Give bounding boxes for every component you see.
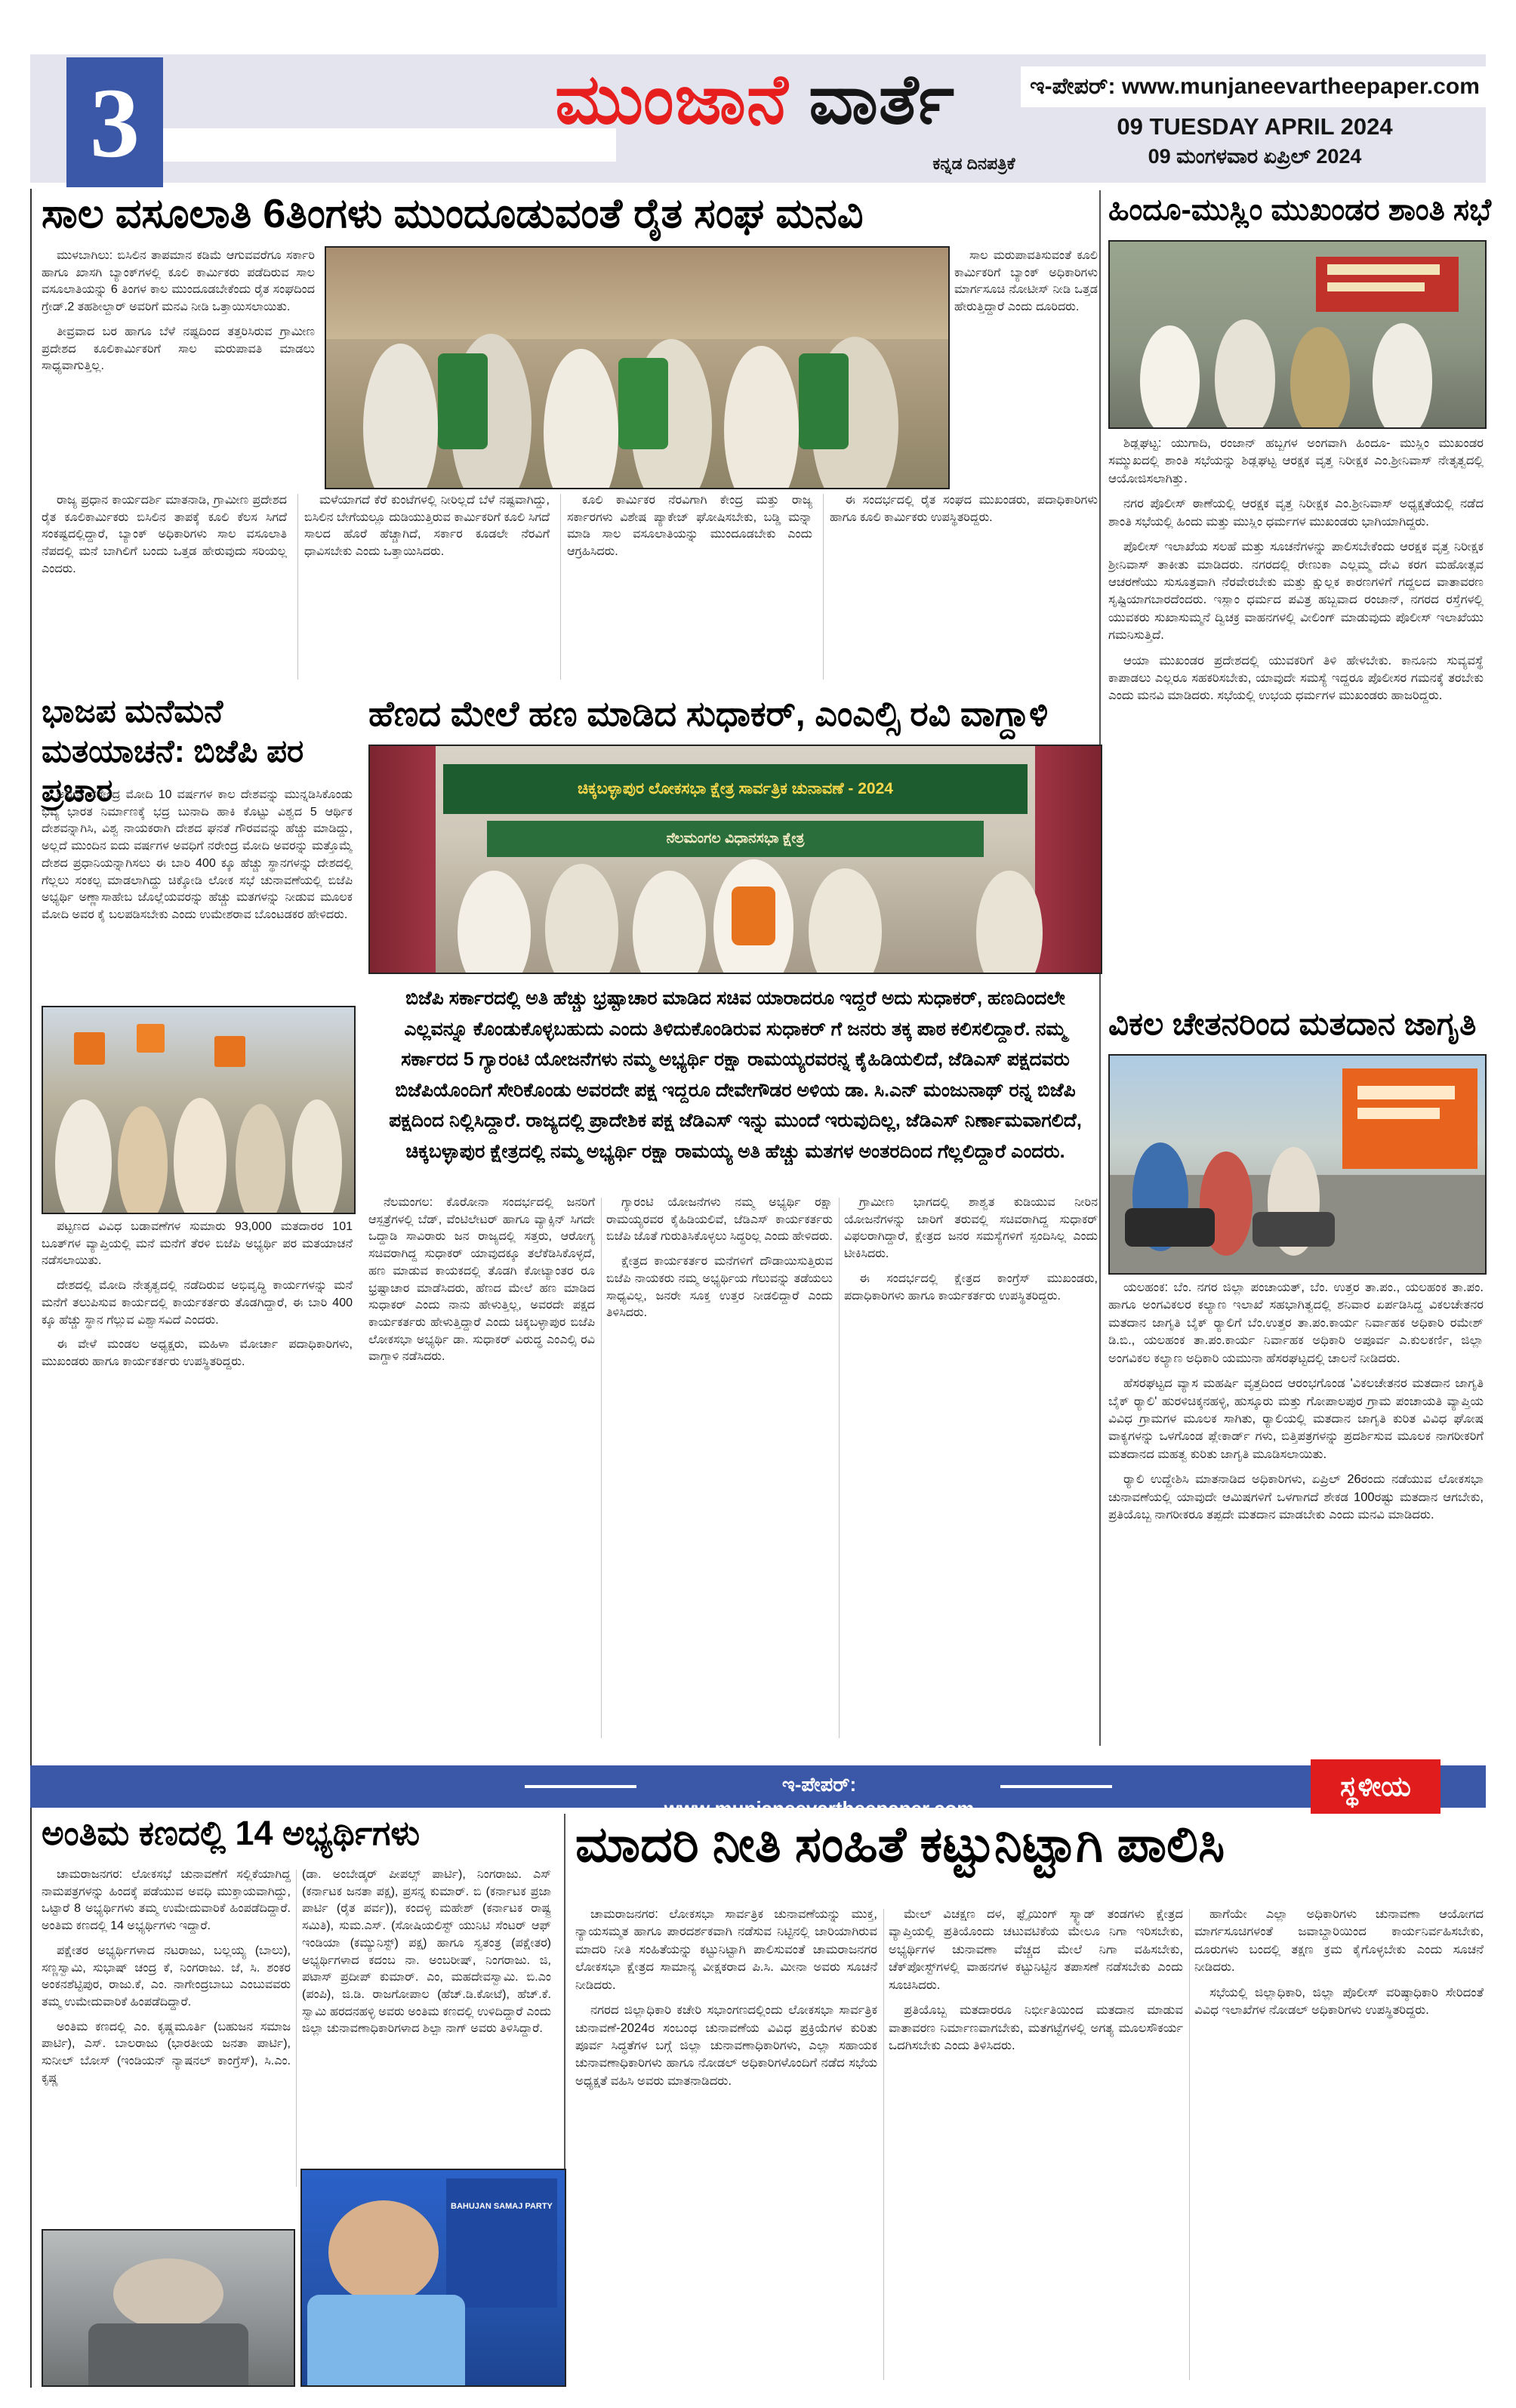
awareness-headline: ವಿಕಲ ಚೇತನರಿಂದ ಮತದಾನ ಜಾಗೃತಿ [1108, 1006, 1477, 1041]
epaper-url-band: ಇ-ಪೇಪರ್: www.munjaneevartheepaper.com [664, 1773, 975, 1820]
masthead-word-red: ಮುಂಜಾನೆ [555, 61, 789, 138]
lead-paragraph: ರಾಜ್ಯ ಪ್ರಧಾನ ಕಾರ್ಯದರ್ಶಿ ಮಾತನಾಡಿ, ಗ್ರಾಮೀಣ ಪ್ರದೇಶದ ರೈತ ಕೂಲಿಕಾರ್ಮಿಕರು ಬಿಸಿಲಿನ ತಾಪಕ್ಕೆ ಕೂಲಿ ಕೆಲಸ ಸಿಗದೆ ಸಂಕಷ್ಟದಲ್ಲಿದ್ದಾರೆ, ಬ್ಯಾಂಕ್ ಅಧಿಕಾರಿಗಳು ಸಾಲ ವಸೂಲಾತಿ ನೆಪದಲ್ಲಿ ಮನೆ ಬಾಗಿಲಿಗೆ ಬಂದು ಒತ್ತಡ ಹೇರುವುದು ಸರಿಯಲ್ಲ ಎಂದರು. [42, 494, 287, 575]
awareness-photo-bike-rally [1108, 1054, 1487, 1275]
bjp-paragraph: ಅಥಣಿ: ನರೇಂದ್ರ ಮೋದಿ 10 ವರ್ಷಗಳ ಕಾಲ ದೇಶವನ್ನು ಮುನ್ನಡಿಸಿಕೊಂಡು ಭವ್ಯ ಭಾರತ ನಿರ್ಮಾಣಕ್ಕೆ ಭದ್ರ ಬುನಾದಿ ಹಾಕಿ ಕೊಟ್ಟು ವಿಶ್ವದ 5 ಆರ್ಥಿಕ ದೇಶವನ್ನಾಗಿಸಿ, ವಿಶ್ವ ನಾಯಕರಾಗಿ ದೇಶದ ಘನತೆ ಗೌರವವನ್ನು ಹೆಚ್ಚು ಮಾಡಿದ್ದು, ಅಲ್ಲದೆ ಮುಂದಿನ ಐದು ವರ್ಷಗಳ ಅವಧಿಗೆ ನರೇಂದ್ರ ಮೋದಿ ಅವರನ್ನು ಮತ್ತೊಮ್ಮೆ ದೇಶದ ಪ್ರಧಾನಿಯನ್ನಾಗಿಸಲು ಈ ಬಾರಿ 400 ಕ್ಕೂ ಹೆಚ್ಚು ಸ್ಥಾನಗಳನ್ನು ದೇಶದಲ್ಲಿ ಗೆಲ್ಲಲು ಸಂಕಲ್ಪ ಮಾಡಲಾಗಿದ್ದು ಚಿಕ್ಕೋಡಿ ಲೋಕ ಸಭೆ ಚುನಾವಣೆಯಲ್ಲಿ ಬಿಜೆಪಿ ಅಭ್ಯರ್ಥಿ ಅಣ್ಣಾಸಾಹೇಬ ಜೊಲ್ಲೆಯವರನ್ನು ಹೆಚ್ಚು ಮತಗಳನ್ನು ನೀಡುವ ಮೂಲಕ ಮೋದಿ ಅವರ ಕೈ ಬಲಪಡಿಸಬೇಕು ಎಂದು ಉಮೇಶರಾವ ಬೊಂಟಡಕರ ಹೇಳಿದರು. [42, 788, 353, 922]
lead-col-3 [567, 492, 812, 683]
lead-paragraph: ಸಾಲ ಮರುಪಾವತಿಸುವಂತೆ ಕೂಲಿ ಕಾರ್ಮಿಕರಿಗೆ ಬ್ಯಾಂಕ್ ಅಧಿಕಾರಿಗಳು ಮಾರ್ಗಸೂಚಿ ನೋಟೀಸ್ ನೀಡಿ ಒತ್ತಡ ಹೇರುತ್ತಿದ್ದಾರೆ ಎಂದು ದೂರಿದರು. [954, 249, 1098, 314]
bsp-flag-text: BAHUJAN SAMAJ PARTY [451, 2202, 553, 2212]
code-paragraph: ಚಾಮರಾಜನಗರ: ಲೋಕಸಭಾ ಸಾರ್ವತ್ರಿಕ ಚುನಾವಣೆಯನ್ನು ಮುಕ್ತ, ನ್ಯಾಯಸಮ್ಮತ ಹಾಗೂ ಪಾರದರ್ಶಕವಾಗಿ ನಡೆಸುವ ನಿಟ್ಟಿನಲ್ಲಿ ಜಾರಿಯಾಗಿರುವ ಮಾದರಿ ನೀತಿ ಸಂಹಿತೆಯನ್ನು ಕಟ್ಟುನಿಟ್ಟಾಗಿ ಪಾಲಿಸುವಂತೆ ಚಾಮರಾಜನಗರ ಲೋಕಸಭಾ ಕ್ಷೇತ್ರದ ಸಾಮಾನ್ಯ ವೀಕ್ಷಕರಾದ ಪಿ.ಸಿ. ಮೀನಾ ಅವರು ಸೂಚನೆ ನೀಡಿದರು. [575, 1907, 877, 1992]
code-paragraph: ನಗರದ ಜಿಲ್ಲಾಧಿಕಾರಿ ಕಚೇರಿ ಸಭಾಂಗಣದಲ್ಲಿಂದು ಲೋಕಸಭಾ ಸಾರ್ವತ್ರಿಕ ಚುನಾವಣೆ-2024ರ ಸಂಬಂಧ ಚುನಾವಣೆಯ ವಿವಿಧ ಪ್ರಕ್ರಿಯೆಗಳ ಕುರಿತು ಪೂರ್ವ ಸಿದ್ಧತೆಗಳ ಬಗ್ಗೆ ಜಿಲ್ಲಾ ಚುನಾವಣಾಧಿಕಾರಿಗಳು, ಎಲ್ಲಾ ಸಹಾಯಕ ಚುನಾವಣಾಧಿಕಾರಿಗಳು ಹಾಗೂ ನೋಡಲ್ ಅಧಿಕಾರಿಗಳೊಂದಿಗೆ ನಡೆದ ಸಭೆಯ ಅಧ್ಯಕ್ಷತೆ ವಹಿಸಿ ಅವರು ಮಾತನಾಡಿದರು. [575, 2003, 877, 2088]
sudhakar-col-1 [368, 1195, 595, 1741]
code-headline: ಮಾದರಿ ನೀತಿ ಸಂಹಿತೆ ಕಟ್ಟುನಿಟ್ಟಾಗಿ ಪಾಲಿಸಿ [575, 1816, 1225, 1872]
section-label: ಸ್ಥಳೀಯ [1311, 1759, 1441, 1814]
bjp-paragraph: ದೇಶದಲ್ಲಿ ಮೋದಿ ನೇತೃತ್ವದಲ್ಲಿ ನಡೆದಿರುವ ಅಭಿವೃದ್ಧಿ ಕಾರ್ಯಗಳನ್ನು ಮನೆ ಮನೆಗೆ ತಲುಪಿಸುವ ಕಾರ್ಯದಲ್ಲಿ ಕಾರ್ಯಕರ್ತರು ತೊಡಗಿದ್ದಾರೆ, ಈ ಬಾರಿ 400 ಕ್ಕೂ ಹೆಚ್ಚು ಸ್ಥಾನ ಗೆಲ್ಲುವ ವಿಶ್ವಾಸವಿದೆ ಎಂದರು. [42, 1279, 353, 1327]
lead-paragraph: ಕೂಲಿ ಕಾರ್ಮಿಕರ ನೆರವಿಗಾಗಿ ಕೇಂದ್ರ ಮತ್ತು ರಾಜ್ಯ ಸರ್ಕಾರಗಳು ವಿಶೇಷ ಪ್ಯಾಕೇಜ್ ಘೋಷಿಸಬೇಕು, ಬಡ್ಡಿ ಮನ್ನಾ ಮಾಡಿ ಸಾಲ ವಸೂಲಾತಿಯನ್ನು ಮುಂದೂಡಬೇಕು ಎಂದು ಆಗ್ರಹಿಸಿದರು. [567, 494, 812, 559]
sudhakar-bold-intro: ಬಿಜೆಪಿ ಸರ್ಕಾರದಲ್ಲಿ ಅತಿ ಹೆಚ್ಚು ಭ್ರಷ್ಟಾಚಾರ ಮಾಡಿದ ಸಚಿವ ಯಾರಾದರೂ ಇದ್ದರೆ ಅದು ಸುಧಾಕರ್, ಹಣದಿಂದಲೇ ಎಲ್ಲವನ್ನೂ ಕೊಂಡುಕೊಳ್ಳಬಹುದು ಎಂದು ತಿಳಿದುಕೊಂಡಿರುವ ಸುಧಾಕರ್ ಗೆ ಜನರು ತಕ್ಕ ಪಾಠ ಕಲಿಸಲಿದ್ದಾರೆ. ನಮ್ಮ ಸರ್ಕಾರದ 5 ಗ್ಯಾರಂಟಿ ಯೋಜನೆಗಳು ನಮ್ಮ ಅಭ್ಯರ್ಥಿ ರಕ್ಷಾ ರಾಮಯ್ಯರವರನ್ನ ಕೈಹಿಡಿಯಲಿದೆ, ಜೆಡಿಎಸ್ ಪಕ್ಷದವರು ಬಿಜೆಪಿಯೊಂದಿಗೆ ಸೇರಿಕೊಂಡು ಅವರದೇ ಪಕ್ಷ ಇದ್ದರೂ ದೇವೇಗೌಡರ ಅಳಿಯ ಡಾ. ಸಿ.ಎನ್ ಮಂಜುನಾಥ್ ರನ್ನ ಬಿಜೆಪಿ ಪಕ್ಷದಿಂದ ನಿಲ್ಲಿಸಿದ್ದಾರೆ. ರಾಜ್ಯದಲ್ಲಿ ಪ್ರಾದೇಶಿಕ ಪಕ್ಷ ಜೆಡಿಎಸ್ ಇನ್ನು ಮುಂದೆ ಇರುವುದಿಲ್ಲ, ಜೆಡಿಎಸ್ ನಿರ್ಣಾಮವಾಗಲಿದೆ, ಚಿಕ್ಕಬಳ್ಳಾಪುರ ಕ್ಷೇತ್ರದಲ್ಲಿ ನಮ್ಮ ಅಭ್ಯರ್ಥಿ ರಕ್ಷಾ ರಾಮಯ್ಯ ಅತಿ ಹೆಚ್ಚು ಮತಗಳ ಅಂತರದಿಂದ ಗೆಲ್ಲಲಿದ್ದಾರೆ ಎಂದರು. [389, 988, 1082, 1162]
candidates-paragraph: ಅಂತಿಮ ಕಣದಲ್ಲಿ ಎಂ. ಕೃಷ್ಣಮೂರ್ತಿ (ಬಹುಜನ ಸಮಾಜ ಪಾರ್ಟಿ), ಎಸ್. ಬಾಲರಾಜು (ಭಾರತೀಯ ಜನತಾ ಪಾರ್ಟಿ), ಸುನೀಲ್ ಬೋಸ್ (ಇಂಡಿಯನ್ ನ್ಯಾಷನಲ್ ಕಾಂಗ್ರೆಸ್), ಸಿ.ಎಂ. ಕೃಷ್ಣ [42, 2020, 291, 2085]
date-english: 09 TUESDAY APRIL 2024 [1117, 113, 1393, 140]
lead-col-side [954, 248, 1098, 483]
peace-photo-meeting [1108, 240, 1487, 429]
sudhakar-paragraph: ಕ್ಷೇತ್ರದ ಕಾರ್ಯಕರ್ತರ ಮನೆಗಳಿಗೆ ದೌಡಾಯಿಸುತ್ತಿರುವ ಬಿಜೆಪಿ ನಾಯಕರು ನಮ್ಮ ಅಭ್ಯರ್ಥಿಯ ಗೆಲುವನ್ನು ತಡೆಯಲು ಸಾಧ್ಯವಿಲ್ಲ, ಜನರೇ ಸೂಕ್ತ ಉತ್ತರ ನೀಡಲಿದ್ದಾರೆ ಎಂದು ತಿಳಿಸಿದರು. [606, 1255, 833, 1320]
sudhakar-photo-banner-text: ಚಿಕ್ಕಬಳ್ಳಾಪುರ ಲೋಕಸಭಾ ಕ್ಷೇತ್ರ ಸಾರ್ವತ್ರಿಕ ಚುನಾವಣೆ - 2024 [443, 764, 1028, 814]
band-rule-right [1000, 1785, 1112, 1788]
candidates-col-2 [302, 1867, 551, 2163]
awareness-body [1108, 1279, 1484, 1743]
lead-col-left [42, 248, 315, 483]
peace-paragraph: ಶಿಡ್ಲಘಟ್ಟ: ಯುಗಾದಿ, ರಂಜಾನ್ ಹಬ್ಬಗಳ ಅಂಗವಾಗಿ ಹಿಂದೂ- ಮುಸ್ಲಿಂ ಮುಖಂಡರ ಸಮ್ಮುಖದಲ್ಲಿ ಶಾಂತಿ ಸಭೆಯನ್ನು ಶಿಡ್ಲಘಟ್ಟ ಆರಕ್ಷಕ ವೃತ್ತ ನಿರೀಕ್ಷಕ ಎಂ.ಶ್ರೀನಿವಾಸ್ ನೇತೃತ್ವದಲ್ಲಿ ಆಯೋಜಿಸಲಾಗಿತ್ತು. [1108, 436, 1484, 486]
lead-paragraph: ಈ ಸಂದರ್ಭದಲ್ಲಿ ರೈತ ಸಂಘದ ಮುಖಂಡರು, ಪದಾಧಿಕಾರಿಗಳು ಹಾಗೂ ಕೂಲಿ ಕಾರ್ಮಿಕರು ಉಪಸ್ಥಿತರಿದ್ದರು. [830, 494, 1098, 524]
code-paragraph: ಸಭೆಯಲ್ಲಿ ಜಿಲ್ಲಾಧಿಕಾರಿ, ಜಿಲ್ಲಾ ಪೊಲೀಸ್ ವರಿಷ್ಠಾಧಿಕಾರಿ ಸೇರಿದಂತೆ ವಿವಿಧ ಇಲಾಖೆಗಳ ನೋಡಲ್ ಅಧಿಕಾರಿಗಳು ಉಪಸ್ಥಿತರಿದ್ದರು. [1194, 1985, 1484, 2018]
sudhakar-photo-stage [368, 745, 1102, 974]
masthead [408, 60, 1102, 141]
bjp-paragraph: ಈ ವೇಳೆ ಮಂಡಲ ಅಧ್ಯಕ್ಷರು, ಮಹಿಳಾ ಮೋರ್ಚಾ ಪದಾಧಿಕಾರಿಗಳು, ಮುಖಂಡರು ಹಾಗೂ ಕಾರ್ಯಕರ್ತರು ಉಪಸ್ಥಿತರಿದ್ದರು. [42, 1338, 353, 1369]
candidate-photo-portrait [42, 2229, 295, 2387]
candidates-paragraph: ಪಕ್ಷೇತರ ಅಭ್ಯರ್ಥಿಗಳಾದ ನಟರಾಜು, ಬಲ್ಲಯ್ಯ (ಬಾಲು), ಸಣ್ಣಸ್ವಾಮಿ, ಸುಭಾಷ್ ಚಂದ್ರ ಕೆ, ನಿಂಗರಾಜು. ಜೆ, ಸಿ. ಶಂಕರ ಅಂಕನಶೆಟ್ಟಿಪುರ, ರಾಜು.ಕೆ, ಎಂ. ನಾಗೇಂದ್ರಬಾಬು ಎಂಬುವವರು ತಮ್ಮ ಉಮೇದುವಾರಿಕೆ ಹಿಂಪಡೆದಿದ್ದಾರೆ. [42, 1944, 291, 2009]
bjp-body-bottom [42, 1219, 353, 1738]
page-number: 3 [66, 57, 163, 187]
code-col-2 [889, 1906, 1183, 2383]
peace-paragraph: ನಗರ ಪೊಲೀಸ್ ಠಾಣೆಯಲ್ಲಿ ಆರಕ್ಷಕ ವೃತ್ತ ನಿರೀಕ್ಷಕ ಎಂ.ಶ್ರೀನಿವಾಸ್ ಅಧ್ಯಕ್ಷತೆಯಲ್ಲಿ ನಡೆದ ಶಾಂತಿ ಸಭೆಯಲ್ಲಿ ಹಿಂದು ಮತ್ತು ಮುಸ್ಲಿಂ ಧರ್ಮಗಳ ಮುಖಂಡರು ಭಾಗಿಯಾಗಿದ್ದರು. [1108, 497, 1484, 529]
bjp-headline: ಭಾಜಪ ಮನೆಮನೆ ಮತಯಾಚನೆ: ಬಿಜೆಪಿ ಪರ ಪ್ರಚಾರ [42, 693, 304, 808]
peace-paragraph: ಪೊಲೀಸ್ ಇಲಾಖೆಯ ಸಲಹೆ ಮತ್ತು ಸೂಚನೆಗಳನ್ನು ಪಾಲಿಸಬೇಕೆಂದು ಆರಕ್ಷಕ ವೃತ್ತ ನಿರೀಕ್ಷಕ ಶ್ರೀನಿವಾಸ್ ತಾಕೀತು ಮಾಡಿದರು. ನಗರದಲ್ಲಿ ರೇಣುಕಾ ಎಲ್ಲಮ್ಮ ದೇವಿ ಕರಗ ಮಹೋತ್ಸವ ಆಚರಣೆಯು ಸುಸೂತ್ರವಾಗಿ ನೆರವೇರಬೇಕು ಮತ್ತು ಕ್ಷುಲ್ಲಕ ಕಾರಣಗಳಿಗೆ ಗದ್ದಲದ ವಾತಾವರಣ ಸೃಷ್ಟಿಯಾಗಬಾರದೆಂದರು. ಇಸ್ಲಾಂ ಧರ್ಮದ ಪವಿತ್ರ ಹಬ್ಬವಾದ ರಂಜಾನ್, ನಗರದ ರಸ್ತೆಗಳಲ್ಲಿ ಯುವಕರು ಸುಖಾಸುಮ್ಮನೆ ದ್ವಿಚಕ್ರ ವಾಹನಗಳಲ್ಲಿ ವೀಲಿಂಗ್ ಮಾಡುವುದು ಪೊಲೀಸ್ ಇಲಾಖೆಯು ಗಮನಿಸುತ್ತಿದೆ. [1108, 540, 1484, 643]
awareness-paragraph: ಹೆಸರಘಟ್ಟದ ವ್ಯಾಸ ಮಹರ್ಷಿ ವೃತ್ತದಿಂದ ಆರಂಭಗೊಂಡ 'ವಿಕಲಚೇತನರ ಮತದಾನ ಜಾಗೃತಿ ಬೈಕ್ ರ‍್ಯಾಲಿ' ಹುರಳಿಚಿಕ್ಕನಹಳ್ಳಿ, ಹುಸ್ಕೂರು ಮತ್ತು ಗೋಪಾಲಪುರ ಗ್ರಾಮ ಪಂಚಾಯತಿ ವ್ಯಾಪ್ತಿಯ ವಿವಿಧ ಗ್ರಾಮಗಳ ಮೂಲಕ ಸಾಗಿತು, ರ‍್ಯಾಲಿಯಲ್ಲಿ ಮತದಾನ ಜಾಗೃತಿ ಕುರಿತ ವಿವಿಧ ಘೋಷ ವಾಕ್ಯಗಳನ್ನು ಒಳಗೊಂಡ ಪ್ಲೇಕಾರ್ಡ್ ಗಳು, ಬಿತ್ತಿಪತ್ರಗಳನ್ನು ಪ್ರದರ್ಶಿಸುವ ಮೂಲಕ ನಾಗರೀಕರಿಗೆ ಮತದಾನದ ಮಹತ್ವ ಕುರಿತು ಜಾಗೃತಿ ಮೂಡಿಸಲಾಯಿತು. [1108, 1377, 1484, 1461]
epaper-url-top: ಇ-ಪೇಪರ್: www.munjaneevartheepaper.com [1021, 66, 1489, 107]
sudhakar-paragraph: ನೆಲಮಂಗಲ: ಕೊರೋನಾ ಸಂದರ್ಭದಲ್ಲಿ ಜನರಿಗೆ ಆಸ್ಪತ್ರೆಗಳಲ್ಲಿ ಬೆಡ್, ವೆಂಟಿಲೇಟರ್ ಹಾಗೂ ವ್ಯಾಕ್ಸಿನ್ ಸಿಗದೇ ಒದ್ದಾಡಿ ಸಾವಿರಾರು ಜನ ರಾಜ್ಯದಲ್ಲಿ ಸತ್ತರು, ಆರೋಗ್ಯ ಸಚಿವರಾಗಿದ್ದ ಸುಧಾಕರ್ ಯಾವುದಕ್ಕೂ ತಲೆಕೆಡಿಸಿಕೊಳ್ಳದೆ, ಹಣ ಮಾಡುವ ಕಾಯಕದಲ್ಲಿ ತೊಡಗಿ ಕೋಟ್ಯಾಂತರ ರೂ ಭ್ರಷ್ಟಾಚಾರ ಮಾಡೆಸಿದರು, ಹೆಣದ ಮೇಲೆ ಹಣ ಮಾಡಿದ ಸುಧಾಕರ್ ಎಂದು ನಾನು ಹೇಳುತ್ತಿಲ್ಲ, ಅವರದೇ ಪಕ್ಷದ ಕಾರ್ಯಕರ್ತರು ಹೇಳುತ್ತಿದ್ದಾರೆ ಎಂದು ಚಿಕ್ಕಬಳ್ಳಾಪುರ ಬಿಜೆಪಿ ಲೋಕಸಭಾ ಅಭ್ಯರ್ಥಿ ಡಾ. ಸುಧಾಕರ್ ವಿರುದ್ಧ ಎಂಎಲ್ಸಿ ರವಿ ವಾಗ್ದಾಳಿ ನಡೆಸಿದರು. [368, 1196, 595, 1364]
sudhakar-paragraph: ಗ್ರಾಮೀಣ ಭಾಗದಲ್ಲಿ ಶಾಶ್ವತ ಕುಡಿಯುವ ನೀರಿನ ಯೋಜನೆಗಳನ್ನು ಜಾರಿಗೆ ತರುವಲ್ಲಿ ಸಚಿವರಾಗಿದ್ದ ಸುಧಾಕರ್ ವಿಫಲರಾಗಿದ್ದಾರೆ, ಕ್ಷೇತ್ರದ ಜನರ ಸಮಸ್ಯೆಗಳಿಗೆ ಸ್ಪಂದಿಸಿಲ್ಲ ಎಂದು ಟೀಕಿಸಿದರು. [844, 1196, 1098, 1261]
candidates-paragraph: ಚಾಮರಾಜನಗರ: ಲೋಕಸಭೆ ಚುನಾವಣೆಗೆ ಸಲ್ಲಿಕೆಯಾಗಿದ್ದ ನಾಮಪತ್ರಗಳನ್ನು ಹಿಂದಕ್ಕೆ ಪಡೆಯುವ ಅವಧಿ ಮುಕ್ತಾಯವಾಗಿದ್ದು, ಒಟ್ಟಾರೆ 8 ಅಭ್ಯರ್ಥಿಗಳು ತಮ್ಮ ಉಮೇದುವಾರಿಕೆ ಹಿಂಪಡೆದಿದ್ದಾರೆ. ಅಂತಿಮ ಕಣದಲ್ಲಿ 14 ಅಭ್ಯರ್ಥಿಗಳು ಇದ್ದಾರೆ. [42, 1868, 291, 1933]
peace-body [1108, 435, 1484, 995]
bjp-paragraph: ಪಟ್ಟಣದ ವಿವಿಧ ಬಡಾವಣೆಗಳ ಸುಮಾರು 93,000 ಮತದಾರರ 101 ಬೂತ್‌ಗಳ ವ್ಯಾಪ್ತಿಯಲ್ಲಿ ಮನೆ ಮನೆಗೆ ತೆರಳಿ ಬಿಜೆಪಿ ಅಭ್ಯರ್ಥಿ ಪರ ಮತಯಾಚನೆ ನಡೆಸಲಾಯಿತು. [42, 1220, 353, 1268]
sudhakar-col-2 [606, 1195, 833, 1741]
sudhakar-headline: ಹೆಣದ ಮೇಲೆ ಹಣ ಮಾಡಿದ ಸುಧಾಕರ್, ಎಂಎಲ್ಸಿ ರವಿ ವಾಗ್ದಾಳಿ [368, 694, 1049, 733]
awareness-paragraph: ಯಲಹಂಕ: ಬೆಂ. ನಗರ ಜಿಲ್ಲಾ ಪಂಚಾಯತ್, ಬೆಂ. ಉತ್ತರ ತಾ.ಪಂ., ಯಲಹಂಕ ತಾ.ಪಂ. ಹಾಗೂ ಅಂಗವಿಕಲರ ಕಲ್ಯಾಣ ಇಲಾಖೆ ಸಹಭಾಗಿತ್ವದಲ್ಲಿ ಶನಿವಾರ ಏರ್ಪಡಿಸಿದ್ದ ವಿಕಲಚೇತನರ ಮತದಾನ ಜಾಗೃತಿ ಬೈಕ್ ರ‍್ಯಾಲಿಗೆ ಬೆಂ.ಉತ್ತರ ತಾ.ಪಂ.ಕಾರ್ಯ ನಿರ್ವಾಹಕ ಅಧಿಕಾರಿ ರಮೇಶ್ ಡಿ.ಬಿ., ಯಲಹಂಕ ತಾ.ಪಂ.ಕಾರ್ಯ ನಿರ್ವಾಹಕ ಅಧಿಕಾರಿ ಅಪೂರ್ವ ಎ.ಕುಲಕರ್ಣಿ, ಜಿಲ್ಲಾ ಅಂಗವಿಕಲ ಕಲ್ಯಾಣ ಅಧಿಕಾರಿ ಯಮುನಾ ಹೆಸರಘಟ್ಟದಲ್ಲಿ ಚಾಲನೆ ನೀಡಿದರು. [1108, 1281, 1484, 1365]
band-rule-left [525, 1785, 636, 1788]
peace-headline: ಹಿಂದೂ-ಮುಸ್ಲಿಂ ಮುಖಂಡರ ಶಾಂತಿ ಸಭೆ [1108, 193, 1492, 227]
lead-photo-farmers-group [325, 246, 950, 489]
lead-col-1 [42, 492, 287, 683]
date-kannada: 09 ಮಂಗಳವಾರ ಏಪ್ರಿಲ್ 2024 [1148, 145, 1362, 168]
bjp-photo-street-campaign [42, 1006, 356, 1214]
lead-headline: ಸಾಲ ವಸೂಲಾತಿ 6ತಿಂಗಳು ಮುಂದೂಡುವಂತೆ ರೈತ ಸಂಘ ಮನವಿ [42, 191, 864, 236]
lead-col-4 [830, 492, 1098, 683]
candidates-paragraph: (ಡಾ. ಅಂಬೇಡ್ಕರ್ ಪೀಪಲ್ಸ್ ಪಾರ್ಟಿ), ನಿಂಗರಾಜು. ಎಸ್ (ಕರ್ನಾಟಕ ಜನತಾ ಪಕ್ಷ), ಪ್ರಸನ್ನ ಕುಮಾರ್. ಬಿ (ಕರ್ನಾಟಕ ಪ್ರಜಾ ಪಾರ್ಟಿ (ರೈತ ಪರ್ವ)), ಕಂದಳ್ಳಿ ಮಹೇಶ್ (ಕರ್ನಾಟಕ ರಾಷ್ಟ್ರ ಸಮಿತಿ), ಸುಮ.ಎಸ್. (ಸೋಷಿಯಲಿಸ್ಟ್ ಯುನಿಟಿ ಸೆಂಟರ್ ಆಫ್ ಇಂಡಿಯಾ (ಕಮ್ಯುನಿಸ್ಟ್) ಪಕ್ಷ) ಹಾಗೂ ಸ್ವತಂತ್ರ (ಪಕ್ಷೇತರ) ಅಭ್ಯರ್ಥಿಗಳಾದ ಕದಂಬ ನಾ. ಅಂಬರೀಷ್, ನಿಂಗರಾಜು. ಜಿ, ಪಟಾಸ್ ಪ್ರದೀಪ್ ಕುಮಾರ್. ಎಂ, ಮಹದೇವಸ್ವಾಮಿ. ಬಿ.ಎಂ (ಪಂಪಿ), ಜಿ.ಡಿ. ರಾಜಗೋಪಾಲ (ಹೆಚ್.ಡಿ.ಕೋಟೆ), ಹೆಚ್.ಕೆ. ಸ್ವಾಮಿ ಹರದನಹಳ್ಳಿ ಅವರು ಅಂತಿಮ ಕಣದಲ್ಲಿ ಉಳಿದಿದ್ದಾರೆ ಎಂದು ಜಿಲ್ಲಾ ಚುನಾವಣಾಧಿಕಾರಿಗಳಾದ ಶಿಲ್ಪಾ ನಾಗ್ ಅವರು ತಿಳಿಸಿದ್ದಾರೆ. [302, 1868, 551, 2036]
code-col-1 [575, 1906, 877, 2383]
masthead-tagline: ಕನ್ನಡ ದಿನಪತ್ರಿಕೆ [932, 154, 1015, 173]
sudhakar-paragraph: ಈ ಸಂದರ್ಭದಲ್ಲಿ ಕ್ಷೇತ್ರದ ಕಾಂಗ್ರೆಸ್ ಮುಖಂಡರು, ಪದಾಧಿಕಾರಿಗಳು ಹಾಗೂ ಕಾರ್ಯಕರ್ತರು ಉಪಸ್ಥಿತರಿದ್ದರು. [844, 1272, 1098, 1303]
lead-paragraph: ಮುಳಬಾಗಿಲು: ಬಿಸಿಲಿನ ತಾಪಮಾನ ಕಡಿಮೆ ಆಗುವವರೆಗೂ ಸರ್ಕಾರಿ ಹಾಗೂ ಖಾಸಗಿ ಬ್ಯಾಂಕ್‌ಗಳಲ್ಲಿ ಕೂಲಿ ಕಾರ್ಮಿಕರು ಪಡೆದಿರುವ ಸಾಲ ವಸೂಲಾತಿಯನ್ನು 6 ತಿಂಗಳ ಕಾಲ ಮುಂದೂಡಬೇಕೆಂದು ರೈತ ಸಂಘದಿಂದ ಗ್ರೇಡ್.2 ತಹಶೀಲ್ದಾರ್ ಅವರಿಗೆ ಮನವಿ ನೀಡಿ ಒತ್ತಾಯಿಸಲಾಯಿತು. [42, 249, 315, 314]
awareness-paragraph: ರ‍್ಯಾಲಿ ಉದ್ದೇಶಿಸಿ ಮಾತನಾಡಿದ ಅಧಿಕಾರಿಗಳು, ಏಪ್ರಿಲ್ 26ರಂದು ನಡೆಯುವ ಲೋಕಸಭಾ ಚುನಾವಣೆಯಲ್ಲಿ ಯಾವುದೇ ಆಮಿಷಗಳಿಗೆ ಒಳಗಾಗದೆ ಶೇಕಡ 100ರಷ್ಟು ಮತದಾನ ಆಗಬೇಕು, ಪ್ರತಿಯೊಬ್ಬ ನಾಗರೀಕರೂ ತಪ್ಪದೇ ಮತದಾನ ಮಾಡಬೇಕು ಎಂದು ಮನವಿ ಮಾಡಿದರು. [1108, 1472, 1484, 1522]
code-paragraph: ಮೇಲ್ ವಿಚಕ್ಷಣ ದಳ, ಫ್ಲೈಯಿಂಗ್ ಸ್ಕ್ವಾಡ್ ತಂಡಗಳು ಕ್ಷೇತ್ರದ ವ್ಯಾಪ್ತಿಯಲ್ಲಿ ಪ್ರತಿಯೊಂದು ಚಟುವಟಿಕೆಯ ಮೇಲೂ ನಿಗಾ ಇರಿಸಬೇಕು, ಅಭ್ಯರ್ಥಿಗಳ ಚುನಾವಣಾ ವೆಚ್ಚದ ಮೇಲೆ ನಿಗಾ ವಹಿಸಬೇಕು, ಚೆಕ್‌ಪೋಸ್ಟ್‌ಗಳಲ್ಲಿ ವಾಹನಗಳ ಕಟ್ಟುನಿಟ್ಟಿನ ತಪಾಸಣೆ ನಡೆಸಬೇಕು ಎಂದು ಸೂಚಿಸಿದರು. [889, 1907, 1183, 1992]
lead-paragraph: ಮಳೆಯಾಗದೆ ಕೆರೆ ಕುಂಟೆಗಳಲ್ಲಿ ನೀರಿಲ್ಲದೆ ಬೆಳೆ ನಷ್ಟವಾಗಿದ್ದು, ಬಿಸಿಲಿನ ಬೇಗೆಯಲ್ಲೂ ದುಡಿಯುತ್ತಿರುವ ಕಾರ್ಮಿಕರಿಗೆ ಕೂಲಿ ಸಿಗದೆ ಸಾಲದ ಹೊರೆ ಹೆಚ್ಚಾಗಿದೆ, ಸರ್ಕಾರ ಕೂಡಲೇ ನೆರವಿಗೆ ಧಾವಿಸಬೇಕು ಎಂದು ಒತ್ತಾಯಿಸಿದರು. [304, 494, 550, 559]
page-left-rule [30, 189, 32, 2388]
sudhakar-paragraph: ಗ್ಯಾರಂಟಿ ಯೋಜನೆಗಳು ನಮ್ಮ ಅಭ್ಯರ್ಥಿ ರಕ್ಷಾ ರಾಮಯ್ಯರವರ ಕೈಹಿಡಿಯಲಿವೆ, ಜೆಡಿಎಸ್ ಕಾರ್ಯಕರ್ತರು ಬಿಜೆಪಿ ಜೊತೆ ಗುರುತಿಸಿಕೊಳ್ಳಲು ಸಿದ್ಧರಿಲ್ಲ ಎಂದು ಹೇಳಿದರು. [606, 1196, 833, 1244]
code-col-3 [1194, 1906, 1484, 2383]
candidates-headline: ಅಂತಿಮ ಕಣದಲ್ಲಿ 14 ಅಭ್ಯರ್ಥಿಗಳು [42, 1814, 421, 1852]
sudhakar-photo-banner2-text: ನೆಲಮಂಗಲ ವಿಧಾನಸಭಾ ಕ್ಷೇತ್ರ [487, 821, 984, 857]
code-paragraph: ಪ್ರತಿಯೊಬ್ಬ ಮತದಾರರೂ ನಿರ್ಭೀತಿಯಿಂದ ಮತದಾನ ಮಾಡುವ ವಾತಾವರಣ ನಿರ್ಮಾಣವಾಗಬೇಕು, ಮತಗಟ್ಟೆಗಳಲ್ಲಿ ಅಗತ್ಯ ಮೂಲಸೌಕರ್ಯ ಒದಗಿಸಬೇಕು ಎಂದು ತಿಳಿಸಿದರು. [889, 2003, 1183, 2052]
candidates-col-1 [42, 1867, 291, 2221]
code-paragraph: ಹಾಗೆಯೇ ಎಲ್ಲಾ ಅಧಿಕಾರಿಗಳು ಚುನಾವಣಾ ಆಯೋಗದ ಮಾರ್ಗಸೂಚಿಗಳಂತೆ ಜವಾಬ್ದಾರಿಯಿಂದ ಕಾರ್ಯನಿರ್ವಹಿಸಬೇಕು, ದೂರುಗಳು ಬಂದಲ್ಲಿ ತಕ್ಷಣ ಕ್ರಮ ಕೈಗೊಳ್ಳಬೇಕು ಎಂದು ಸೂಚನೆ ನೀಡಿದರು. [1194, 1907, 1484, 1975]
sudhakar-col-3 [844, 1195, 1098, 1741]
bjp-body-top [42, 787, 353, 1003]
masthead-word-black: ವಾರ್ತೆ [809, 61, 955, 138]
lead-col-2 [304, 492, 550, 683]
lead-paragraph: ತೀವ್ರವಾದ ಬರ ಹಾಗೂ ಬೆಳೆ ನಷ್ಟದಿಂದ ತತ್ತರಿಸಿರುವ ಗ್ರಾಮೀಣ ಪ್ರದೇಶದ ಕೂಲಿಕಾರ್ಮಿಕರಿಗೆ ಸಾಲ ಮರುಪಾವತಿ ಮಾಡಲು ಸಾಧ್ಯವಾಗುತ್ತಿಲ್ಲ. [42, 325, 315, 373]
peace-paragraph: ಆಯಾ ಮುಖಂಡರ ಪ್ರದೇಶದಲ್ಲಿ ಯುವಕರಿಗೆ ತಿಳಿ ಹೇಳಬೇಕು. ಕಾನೂನು ಸುವ್ಯವಸ್ಥೆ ಕಾಪಾಡಲು ಎಲ್ಲರೂ ಸಹಕರಿಸಬೇಕು, ಯಾವುದೇ ಸಮಸ್ಯೆ ಇದ್ದರೂ ಪೊಲೀಸರ ಗಮನಕ್ಕೆ ತರಬೇಕು ಎಂದು ಮನವಿ ಮಾಡಿದರು. ಸಭೆಯಲ್ಲಿ ಉಭಯ ಧರ್ಮಗಳ ಮುಖಂಡರು ಹಾಜರಿದ್ದರು. [1108, 653, 1484, 703]
candidate-photo-bsp [300, 2169, 566, 2387]
